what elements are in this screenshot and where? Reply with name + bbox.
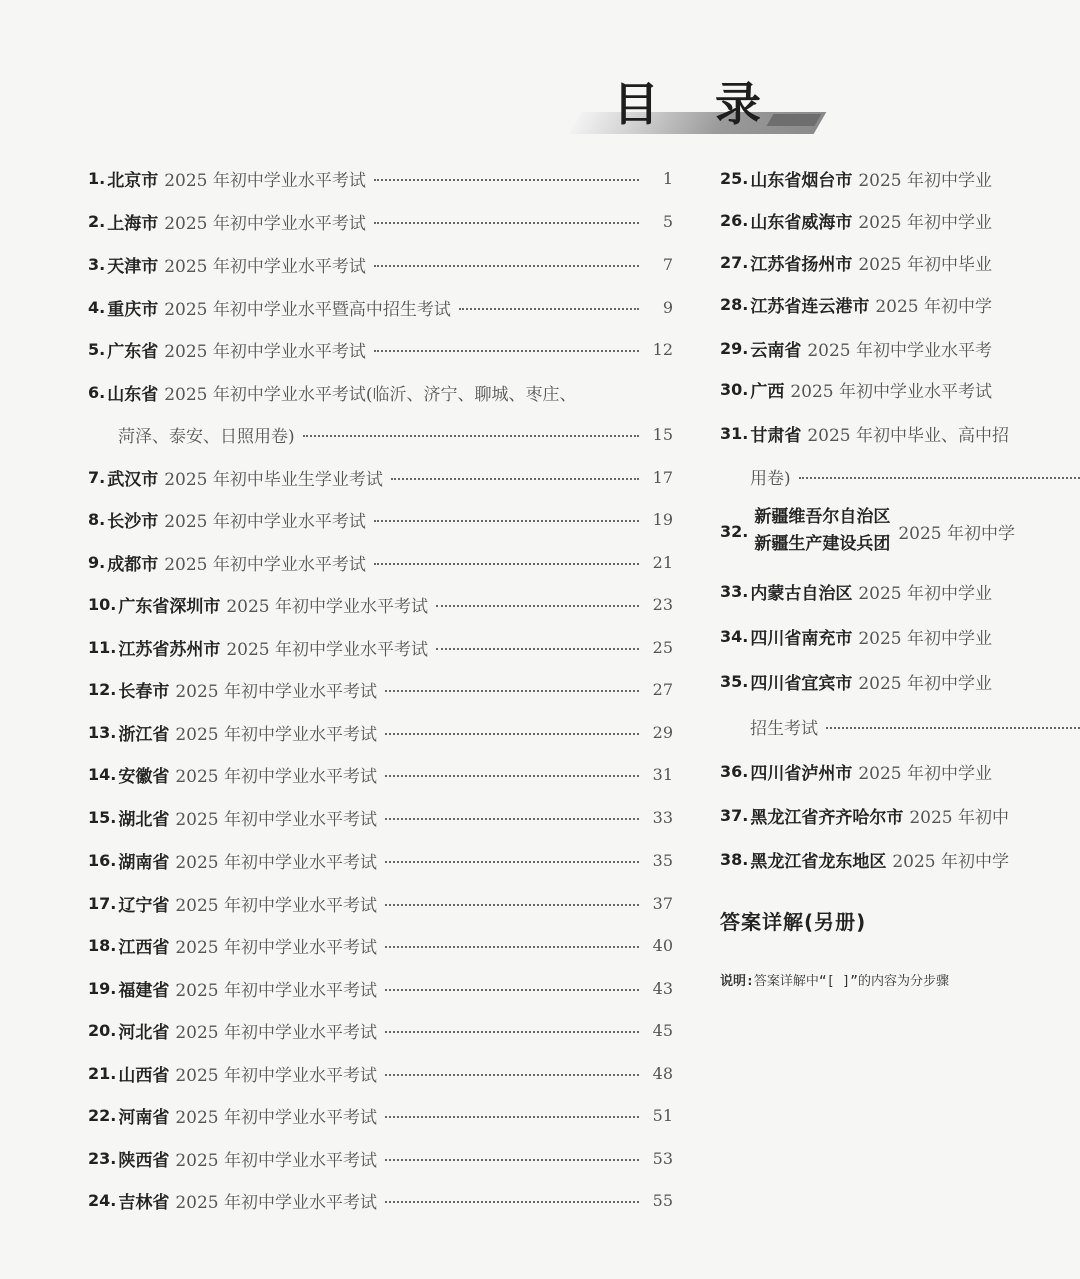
leader-dots [374, 350, 639, 352]
leader-dots [799, 477, 1080, 479]
entry-description: 2025 年初中学业水平考试 [175, 1107, 378, 1128]
entry-page-number: 45 [652, 1020, 673, 1040]
entry-page-number: 7 [662, 254, 673, 274]
entry-description: 2025 年初中学业 [858, 170, 993, 191]
entry-description: 2025 年初中学业水平暨高中招生考试 [164, 299, 451, 320]
entry-page-number: 9 [662, 297, 673, 317]
entry-description: 用卷) [750, 468, 791, 489]
entry-number: 27. [720, 252, 749, 272]
entry-place: 湖北省 [118, 809, 170, 830]
entry-place: 北京市 [107, 170, 159, 191]
entry-description: 2025 年初中学业水平考试 [175, 809, 378, 830]
leader-dots [385, 989, 639, 991]
entry-place: 河南省 [118, 1107, 170, 1128]
toc-entry[interactable] [88, 759, 673, 789]
leader-dots [374, 179, 639, 181]
entry-description: 菏泽、泰安、日照用卷) [118, 426, 295, 447]
leader-dots [385, 1159, 639, 1161]
entry-description: 2025 年初中学业水平考试 [226, 596, 429, 617]
entry-place: 甘肃省 [750, 425, 802, 446]
toc-entry[interactable] [88, 504, 673, 534]
entry-number: 12. [88, 679, 117, 699]
entry-place: 四川省宜宾市 [750, 673, 853, 694]
entry-page-number: 23 [652, 594, 673, 614]
entry-description: 2025 年初中学业水平考试 [175, 980, 378, 1001]
entry-place: 湖南省 [118, 852, 170, 873]
entry-page-number: 29 [652, 722, 673, 742]
entry-description: 2025 年初中学业水平考 [807, 340, 993, 361]
toc-entry-32[interactable] [720, 503, 1080, 559]
entry-page-number: 17 [652, 467, 673, 487]
entry-description: 2025 年初中学业水平考试 [175, 1192, 378, 1213]
toc-entry[interactable] [88, 462, 673, 492]
entry-number: 25. [720, 168, 749, 188]
entry-page-number: 40 [652, 935, 673, 955]
entry-page-number: 35 [652, 850, 673, 870]
entry-number: 28. [720, 294, 749, 314]
entry-description: 2025 年初中学业水平考试 [175, 1065, 378, 1086]
leader-dots [303, 435, 639, 437]
entry-number: 19. [88, 978, 117, 998]
note-label: 说明: [720, 974, 754, 989]
entry-number: 23. [88, 1148, 117, 1168]
entry-description: 2025 年初中毕业、高中招 [807, 425, 1010, 446]
entry-place: 上海市 [107, 213, 159, 234]
entry-place: 江西省 [118, 937, 170, 958]
entry-description: 2025 年初中学业 [858, 583, 993, 604]
note-text: 答案详解中“[ ]”的内容为分步骤 [753, 974, 949, 989]
toc-entry[interactable] [720, 333, 1080, 363]
entry-number: 8. [88, 509, 106, 529]
entry-place: 成都市 [107, 554, 159, 575]
toc-entry[interactable] [88, 334, 673, 364]
entry-place: 福建省 [118, 980, 170, 1001]
toc-entry[interactable] [88, 845, 673, 875]
entry-number: 2. [88, 211, 106, 231]
entry-number: 13. [88, 722, 117, 742]
toc-entry[interactable] [88, 1058, 673, 1088]
leader-dots [385, 818, 639, 820]
entry-place: 长沙市 [107, 511, 159, 532]
entry-description: 2025 年初中学业水平考试 [175, 1022, 378, 1043]
entry-description: 2025 年初中学业水平考试 [164, 511, 366, 532]
entry-number: 10. [88, 594, 117, 614]
entry-number: 21. [88, 1063, 117, 1083]
entry-place: 山东省 [107, 384, 159, 405]
entry-page-number: 37 [652, 893, 673, 913]
title-char-2: 录 [715, 77, 763, 131]
entry-place-line-1: 新疆维吾尔自治区 [754, 507, 891, 527]
leader-dots [436, 605, 639, 607]
toc-entry[interactable] [88, 930, 673, 960]
toc-entry[interactable] [720, 418, 1080, 448]
entry-place: 广东省 [107, 341, 159, 362]
entry-place: 武汉市 [107, 469, 159, 490]
entry-description: 2025 年初中学业 [858, 763, 993, 784]
toc-entry[interactable] [720, 205, 1080, 235]
leader-dots [385, 904, 639, 906]
toc-entry[interactable] [88, 377, 673, 407]
entry-page-number: 5 [662, 211, 673, 231]
leader-dots [385, 1116, 639, 1118]
toc-entry[interactable] [720, 844, 1080, 874]
entry-description: 2025 年初中学业水平考试 [175, 681, 378, 702]
entry-place: 河北省 [118, 1022, 170, 1043]
entry-page-number: 21 [652, 552, 673, 572]
entry-place: 山东省威海市 [750, 212, 853, 233]
entry-number: 15. [88, 807, 117, 827]
entry-number: 14. [88, 764, 117, 784]
entry-number: 24. [88, 1190, 117, 1210]
entry-place: 浙江省 [118, 724, 170, 745]
entry-place: 内蒙古自治区 [750, 583, 853, 604]
entry-description: 2025 年初中学业水平考试 [164, 554, 366, 575]
leader-dots [385, 1031, 639, 1033]
entry-place: 吉林省 [118, 1192, 170, 1213]
entry-place: 山西省 [118, 1065, 170, 1086]
entry-page-number: 55 [652, 1190, 673, 1210]
toc-entry[interactable] [88, 717, 673, 747]
entry-description: 2025 年初中学业水平考试 [175, 852, 378, 873]
entry-place: 江苏省连云港市 [750, 296, 870, 317]
entry-place: 黑龙江省龙东地区 [750, 851, 887, 872]
entry-description: 招生考试 [750, 718, 818, 739]
leader-dots [385, 946, 639, 948]
entry-place: 江苏省苏州市 [118, 639, 221, 660]
entry-description: 2025 年初中学业 [858, 212, 993, 233]
toc-entry[interactable] [88, 163, 673, 193]
toc-entry[interactable] [720, 163, 1080, 193]
entry-description: 2025 年初中 [909, 807, 1010, 828]
entry-number: 33. [720, 581, 749, 601]
entry-number: 16. [88, 850, 117, 870]
entry-description: 2025 年初中学业水平考试 [175, 937, 378, 958]
entry-description: 2025 年初中学业水平考试 [175, 766, 378, 787]
entry-description: 2025 年初中学业水平考试 [164, 256, 366, 277]
entry-place: 山东省烟台市 [750, 170, 853, 191]
entry-place: 长春市 [118, 681, 170, 702]
toc-entry[interactable] [720, 289, 1080, 319]
leader-dots [436, 648, 639, 650]
title-char-1: 目 [613, 77, 661, 131]
toc-entry[interactable] [88, 973, 673, 1003]
entry-number: 31. [720, 423, 749, 443]
entry-place: 四川省南充市 [750, 628, 853, 649]
entry-number: 22. [88, 1105, 117, 1125]
entry-place: 云南省 [750, 340, 802, 361]
entry-description: 2025 年初中学业水平考试 [164, 170, 366, 191]
entry-page-number: 1 [662, 168, 673, 188]
toc-entry[interactable] [720, 800, 1080, 830]
entry-description: 2025 年初中学业水平考试 [790, 381, 993, 402]
toc-entry[interactable] [720, 711, 1080, 741]
entry-number: 29. [720, 338, 749, 358]
toc-entry[interactable] [88, 1185, 673, 1215]
toc-entry[interactable] [720, 374, 1080, 404]
entry-description: 2025 年初中学业水平考试 [175, 895, 378, 916]
entry-place: 黑龙江省齐齐哈尔市 [750, 807, 904, 828]
leader-dots [385, 733, 639, 735]
entry-description: 2025 年初中学业水平考试 [164, 213, 366, 234]
entry-description: 2025 年初中学业水平考试 [175, 1150, 378, 1171]
entry-page-number: 27 [652, 679, 673, 699]
toc-entry[interactable] [88, 632, 673, 662]
entry-number: 6. [88, 382, 106, 402]
leader-dots [391, 478, 639, 480]
entry-description: 2025 年初中学 [892, 851, 1010, 872]
entry-number: 3. [88, 254, 106, 274]
toc-entry[interactable] [720, 576, 1080, 606]
entry-place: 安徽省 [118, 766, 170, 787]
toc-right-column [720, 0, 1080, 1279]
entry-number: 37. [720, 805, 749, 825]
answers-title: 答案详解(另册) [720, 910, 867, 934]
toc-entry[interactable] [88, 1100, 673, 1130]
entry-description: 2025 年初中学业水平考试 [226, 639, 429, 660]
entry-number: 18. [88, 935, 117, 955]
toc-entry[interactable] [88, 249, 673, 279]
note [720, 970, 949, 989]
entry-description: 2025 年初中毕业 [858, 254, 993, 275]
entry-places [754, 504, 890, 558]
entry-number: 36. [720, 761, 749, 781]
toc-entry[interactable] [88, 589, 673, 619]
toc-entry[interactable] [88, 1015, 673, 1045]
entry-description: 2025 年初中学 [875, 296, 993, 317]
entry-description: 2025 年初中毕业生学业考试 [164, 469, 383, 490]
entry-page-number: 25 [652, 637, 673, 657]
entry-place: 重庆市 [107, 299, 159, 320]
entry-number: 20. [88, 1020, 117, 1040]
entry-number: 34. [720, 626, 749, 646]
toc-entry[interactable] [88, 292, 673, 322]
toc-entry[interactable] [720, 756, 1080, 786]
entry-place-line-2: 新疆生产建设兵团 [754, 534, 891, 554]
entry-number: 9. [88, 552, 106, 572]
leader-dots [826, 727, 1080, 729]
entry-description: 2025 年初中学业 [858, 628, 993, 649]
entry-place: 四川省泸州市 [750, 763, 853, 784]
entry-page-number: 15 [652, 424, 673, 444]
toc-entry[interactable] [720, 666, 1080, 696]
entry-page-number: 31 [652, 764, 673, 784]
entry-place: 天津市 [107, 256, 159, 277]
entry-page-number: 51 [652, 1105, 673, 1125]
entry-number: 5. [88, 339, 106, 359]
entry-number: 38. [720, 849, 749, 869]
entry-place: 江苏省扬州市 [750, 254, 853, 275]
leader-dots [459, 308, 639, 310]
toc-entry[interactable] [88, 419, 673, 449]
leader-dots [385, 775, 639, 777]
entry-page-number: 43 [652, 978, 673, 998]
entry-number: 17. [88, 893, 117, 913]
toc-entry[interactable] [88, 888, 673, 918]
entry-place: 广东省深圳市 [118, 596, 221, 617]
leader-dots [385, 1201, 639, 1203]
toc-entry[interactable] [88, 674, 673, 704]
entry-place: 辽宁省 [118, 895, 170, 916]
entry-description: 2025 年初中学 [898, 523, 1016, 544]
entry-number: 35. [720, 671, 749, 691]
entry-number: 11. [88, 637, 117, 657]
entry-number: 26. [720, 210, 749, 230]
leader-dots [385, 1074, 639, 1076]
entry-number: 32. [720, 521, 749, 541]
entry-description: 2025 年初中学业水平考试(临沂、济宁、聊城、枣庄、 [164, 384, 577, 405]
entry-page-number: 12 [652, 339, 673, 359]
entry-place: 陕西省 [118, 1150, 170, 1171]
entry-description: 2025 年初中学业水平考试 [164, 341, 366, 362]
toc-entry[interactable] [88, 206, 673, 236]
toc-entry[interactable] [88, 547, 673, 577]
entry-page-number: 48 [652, 1063, 673, 1083]
entry-page-number: 53 [652, 1148, 673, 1168]
leader-dots [385, 861, 639, 863]
leader-dots [374, 563, 639, 565]
entry-number: 30. [720, 379, 749, 399]
entry-description: 2025 年初中学业 [858, 673, 993, 694]
entry-number: 4. [88, 297, 106, 317]
entry-number: 1. [88, 168, 106, 188]
entry-place: 广西 [750, 381, 785, 402]
entry-number: 7. [88, 467, 106, 487]
toc-entry[interactable] [720, 621, 1080, 651]
entry-page-number: 33 [652, 807, 673, 827]
toc-entry[interactable] [88, 1143, 673, 1173]
leader-dots [385, 690, 639, 692]
entry-description: 2025 年初中学业水平考试 [175, 724, 378, 745]
toc-entry[interactable] [720, 247, 1080, 277]
entry-page-number: 19 [652, 509, 673, 529]
toc-entry[interactable] [720, 461, 1080, 491]
leader-dots [374, 265, 639, 267]
leader-dots [374, 222, 639, 224]
leader-dots [374, 520, 639, 522]
toc-entry[interactable] [88, 802, 673, 832]
